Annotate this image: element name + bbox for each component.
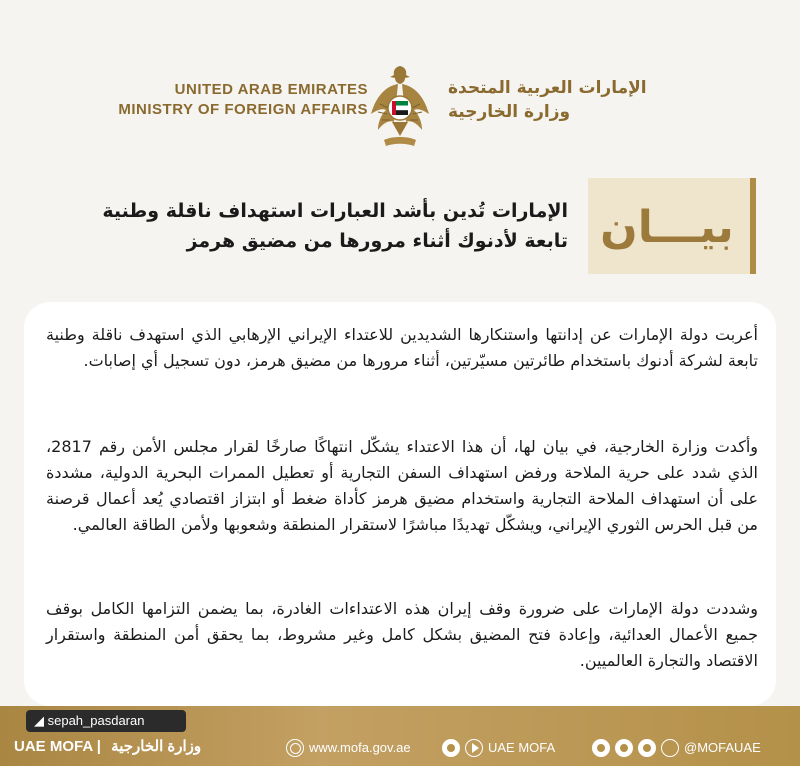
x-icon [592,739,610,757]
title-block [0,178,800,274]
globe-icon [286,739,304,757]
english-line-2: MINISTRY OF FOREIGN AFFAIRS [118,101,368,118]
brand-separator: | [96,738,101,755]
footer-brand [14,736,254,758]
linkedin-icon [638,739,656,757]
youtube-text: UAE MOFA [488,740,556,755]
paragraph-2: وأكدت وزارة الخارجية، في بيان لها، أن هذا الاعتداء يشكّل انتهاكًا صارخًا لقرار مجلس الأمن رقم 2817، الذي شدد على حرية الملاحة ورفض استهداف السفن التجارية أو تعطيل الممرات البحرية الدولية، مشددة على أن استهداف الملاحة التجارية واستخدام مضيق هرمز كأداة ضغط أو ابتزاز اقتصادي يُعد أعمال قرصنة من قبل الحرس الثوري الإيراني، ويشكّل تهديدًا مباشرًا لاستقرار المنطقة وشعوبها ولأمن الطاقة العالمي. [46,437,758,534]
footer-bar [0,706,800,766]
brand-arabic: وزارة الخارجية [111,738,202,755]
statement-label-accent-bar [750,178,756,274]
uae-falcon-emblem-icon [368,64,432,152]
instagram-icon [442,739,460,757]
brand-english: UAE MOFA [14,738,93,755]
header [0,58,800,158]
social-handle: @MOFAUAE [684,740,761,755]
english-ministry-name [118,80,368,120]
watermark-tag: ◢ sepah_pasdaran [26,710,186,732]
website-text: www.mofa.gov.ae [309,740,411,755]
statement-headline: الإمارات تُدين بأشد العبارات استهداف ناقلة وطنية تابعة لأدنوك أثناء مرورها من مضيق هرمز [102,200,568,252]
youtube-link[interactable] [442,736,555,760]
paragraph-1: أعربت دولة الإمارات عن إدانتها واستنكارها الشديدين للاعتداء الإيراني الإرهابي الذي استهدف ناقلة وطنية تابعة لشركة أدنوك باستخدام طائرتين مسيّرتين، أثناء مرورها من مضيق هرمز، دون تسجيل أي إصابات. [46,325,758,370]
arabic-line-1: الإمارات العربية المتحدة [448,78,647,98]
statement-label: بيـــان [600,202,734,253]
paragraph-3: وشددت دولة الإمارات على ضرورة وقف إيران هذه الاعتداءات الغادرة، بما يضمن التزامها الكامل بوقف جميع الأعمال العدائية، وإعادة فتح المضيق بشكل كامل وغير مشروط، بما يحقق أمن المنطقة واستقرار الاقتصاد والتجارة العالميين. [46,599,758,670]
arabic-line-2: وزارة الخارجية [448,102,571,122]
social-link[interactable] [592,736,761,760]
statement-body-card [24,302,776,706]
arabic-ministry-name [448,76,647,124]
threads-icon [661,739,679,757]
english-line-1: UNITED ARAB EMIRATES [174,81,368,98]
youtube-icon [465,739,483,757]
facebook-icon [615,739,633,757]
website-link[interactable] [286,736,411,760]
